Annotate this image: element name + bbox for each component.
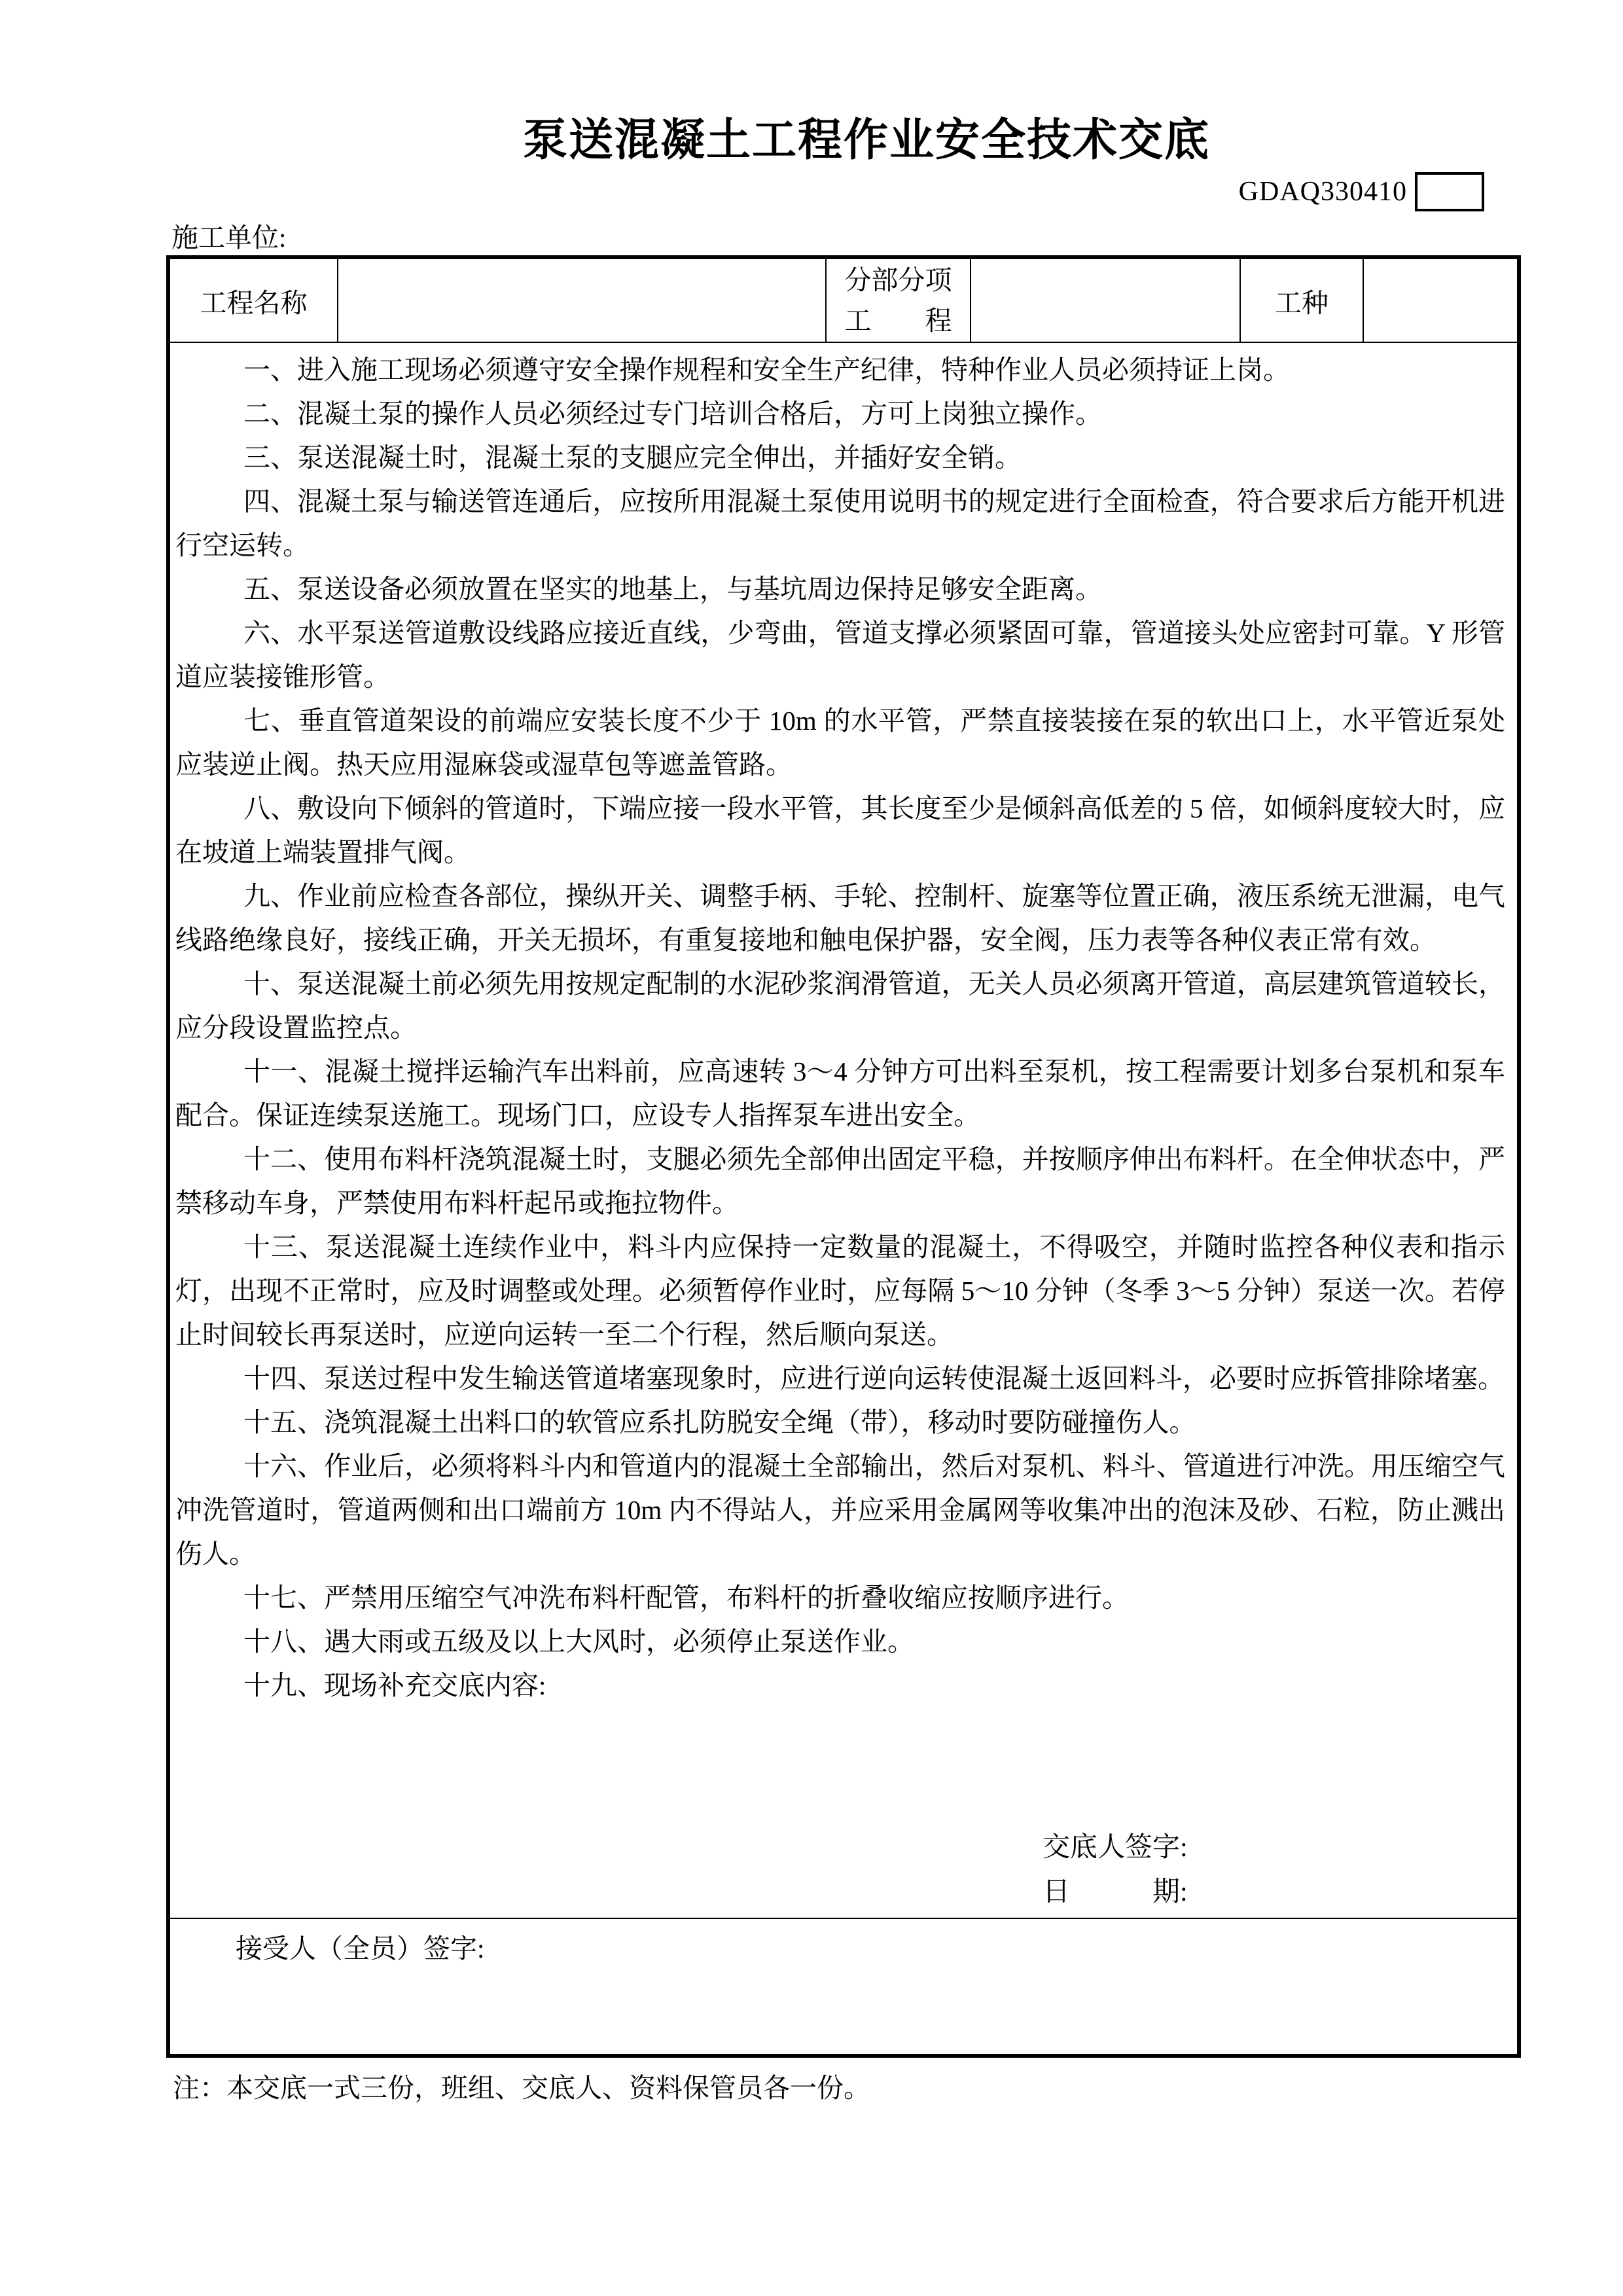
safety-item-17: 十七、严禁用压缩空气冲洗布料杆配管，布料杆的折叠收缩应按顺序进行。 (243, 1583, 1129, 1613)
safety-item-2: 二、混凝土泵的操作人员必须经过专门培训合格后，方可上岗独立操作。 (243, 399, 1102, 429)
project-name-label: 工程名称 (168, 257, 338, 342)
sub-project-field[interactable] (971, 257, 1240, 342)
disclosure-form-table (166, 255, 1521, 2058)
safety-item-10: 十、泵送混凝土前必须先用按规定配制的水泥砂浆润滑管道，无关人员必须离开管道，高层建筑管道较长，应分段设置监控点。 (175, 969, 1505, 1043)
page-title: 泵送混凝土工程作业安全技术交底 (522, 115, 1210, 165)
signature-block (1043, 1825, 1505, 1914)
date-label: 日 期: (1043, 1877, 1188, 1907)
header-row (168, 257, 1519, 342)
receiver-sign-label: 接受人（全员）签字: (236, 1933, 485, 1964)
sub-project-label (826, 257, 971, 342)
safety-item-1: 一、进入施工现场必须遵守安全操作规程和安全生产纪律，特种作业人员必须持证上岗。 (243, 355, 1290, 385)
safety-item-13: 十三、泵送混凝土连续作业中，料斗内应保持一定数量的混凝土，不得吸空，并随时监控各种仪表和指示灯，出现不正常时，应及时调整或处理。必须暂停作业时，应每隔 5～10 分钟（冬季 3～5 分钟）泵送一次。若停止时间较长再泵送时，应逆向运转一至二个行程，然后顺向泵送。 (175, 1232, 1505, 1350)
safety-item-5: 五、泵送设备必须放置在坚实的地基上，与基坑周边保持足够安全距离。 (243, 574, 1102, 604)
safety-items-cell (168, 342, 1519, 1918)
form-code: GDAQ330410 (1238, 177, 1407, 207)
footer-note: 注：本交底一式三份，班组、交底人、资料保管员各一份。 (173, 2073, 870, 2103)
construction-unit-row (166, 223, 1517, 253)
form-code-row (166, 170, 1517, 213)
safety-item-7: 七、垂直管道架设的前端应安装长度不少于 10m 的水平管，严禁直接装接在泵的软出口上，水平管近泵处应装逆止阀。热天应用湿麻袋或湿草包等遮盖管路。 (175, 706, 1505, 780)
sub-project-label-line2: 工 程 (844, 306, 952, 336)
project-name-field[interactable] (338, 257, 826, 342)
safety-item-14: 十四、泵送过程中发生输送管道堵塞现象时，应进行逆向运转使混凝土返回料斗，必要时应拆管排除堵塞。 (243, 1363, 1505, 1393)
safety-item-4: 四、混凝土泵与输送管连通后，应按所用混凝土泵使用说明书的规定进行全面检查，符合要求后方能开机进行空运转。 (175, 486, 1505, 560)
safety-item-9: 九、作业前应检查各部位，操纵开关、调整手柄、手轮、控制杆、旋塞等位置正确，液压系统无泄漏，电气线路绝缘良好，接线正确，开关无损坏，有重复接地和触电保护器，安全阀，压力表等各种仪表正常有效。 (175, 881, 1505, 955)
safety-item-19: 十九、现场补充交底内容: (243, 1670, 546, 1700)
safety-item-16: 十六、作业后，必须将料斗内和管道内的混凝土全部输出，然后对泵机、料斗、管道进行冲洗。用压缩空气冲洗管道时，管道两侧和出口端前方 10m 内不得站人，并应采用金属网等收集冲出的泡沫及砂、石粒，防止溅出伤人。 (175, 1451, 1505, 1569)
sub-project-label-line1: 分部分项 (844, 265, 952, 295)
safety-item-18: 十八、遇大雨或五级及以上大风时，必须停止泵送作业。 (243, 1626, 914, 1657)
safety-item-8: 八、敷设向下倾斜的管道时，下端应接一段水平管，其长度至少是倾斜高低差的 5 倍，如倾斜度较大时，应在坡道上端装置排气阀。 (175, 793, 1505, 867)
body-row (168, 342, 1519, 1918)
document-content (166, 0, 1517, 2104)
form-code-box[interactable] (1415, 172, 1484, 211)
safety-item-3: 三、泵送混凝土时，混凝土泵的支腿应完全伸出，并插好安全销。 (243, 442, 1022, 473)
work-type-field[interactable] (1363, 257, 1519, 342)
receiver-sign-cell[interactable] (168, 1918, 1519, 2056)
safety-item-6: 六、水平泵送管道敷设线路应接近直线，少弯曲，管道支撑必须紧固可靠，管道接头处应密封可靠。Y 形管道应装接锥形管。 (175, 618, 1505, 692)
discloser-sign-label: 交底人签字: (1043, 1833, 1188, 1863)
receiver-sign-row (168, 1918, 1519, 2056)
safety-item-15: 十五、浇筑混凝土出料口的软管应系扎防脱安全绳（带），移动时要防碰撞伤人。 (243, 1407, 1196, 1437)
work-type-label: 工种 (1240, 257, 1363, 342)
safety-item-11: 十一、混凝土搅拌运输汽车出料前，应高速转 3～4 分钟方可出料至泵机，按工程需要计划多台泵机和泵车配合。保证连续泵送施工。现场门口，应设专人指挥泵车进出安全。 (175, 1056, 1505, 1130)
safety-item-12: 十二、使用布料杆浇筑混凝土时，支腿必须先全部伸出固定平稳，并按顺序伸出布料杆。在全伸状态中，严禁移动车身，严禁使用布料杆起吊或拖拉物件。 (175, 1144, 1505, 1218)
construction-unit-label: 施工单位: (171, 223, 287, 253)
